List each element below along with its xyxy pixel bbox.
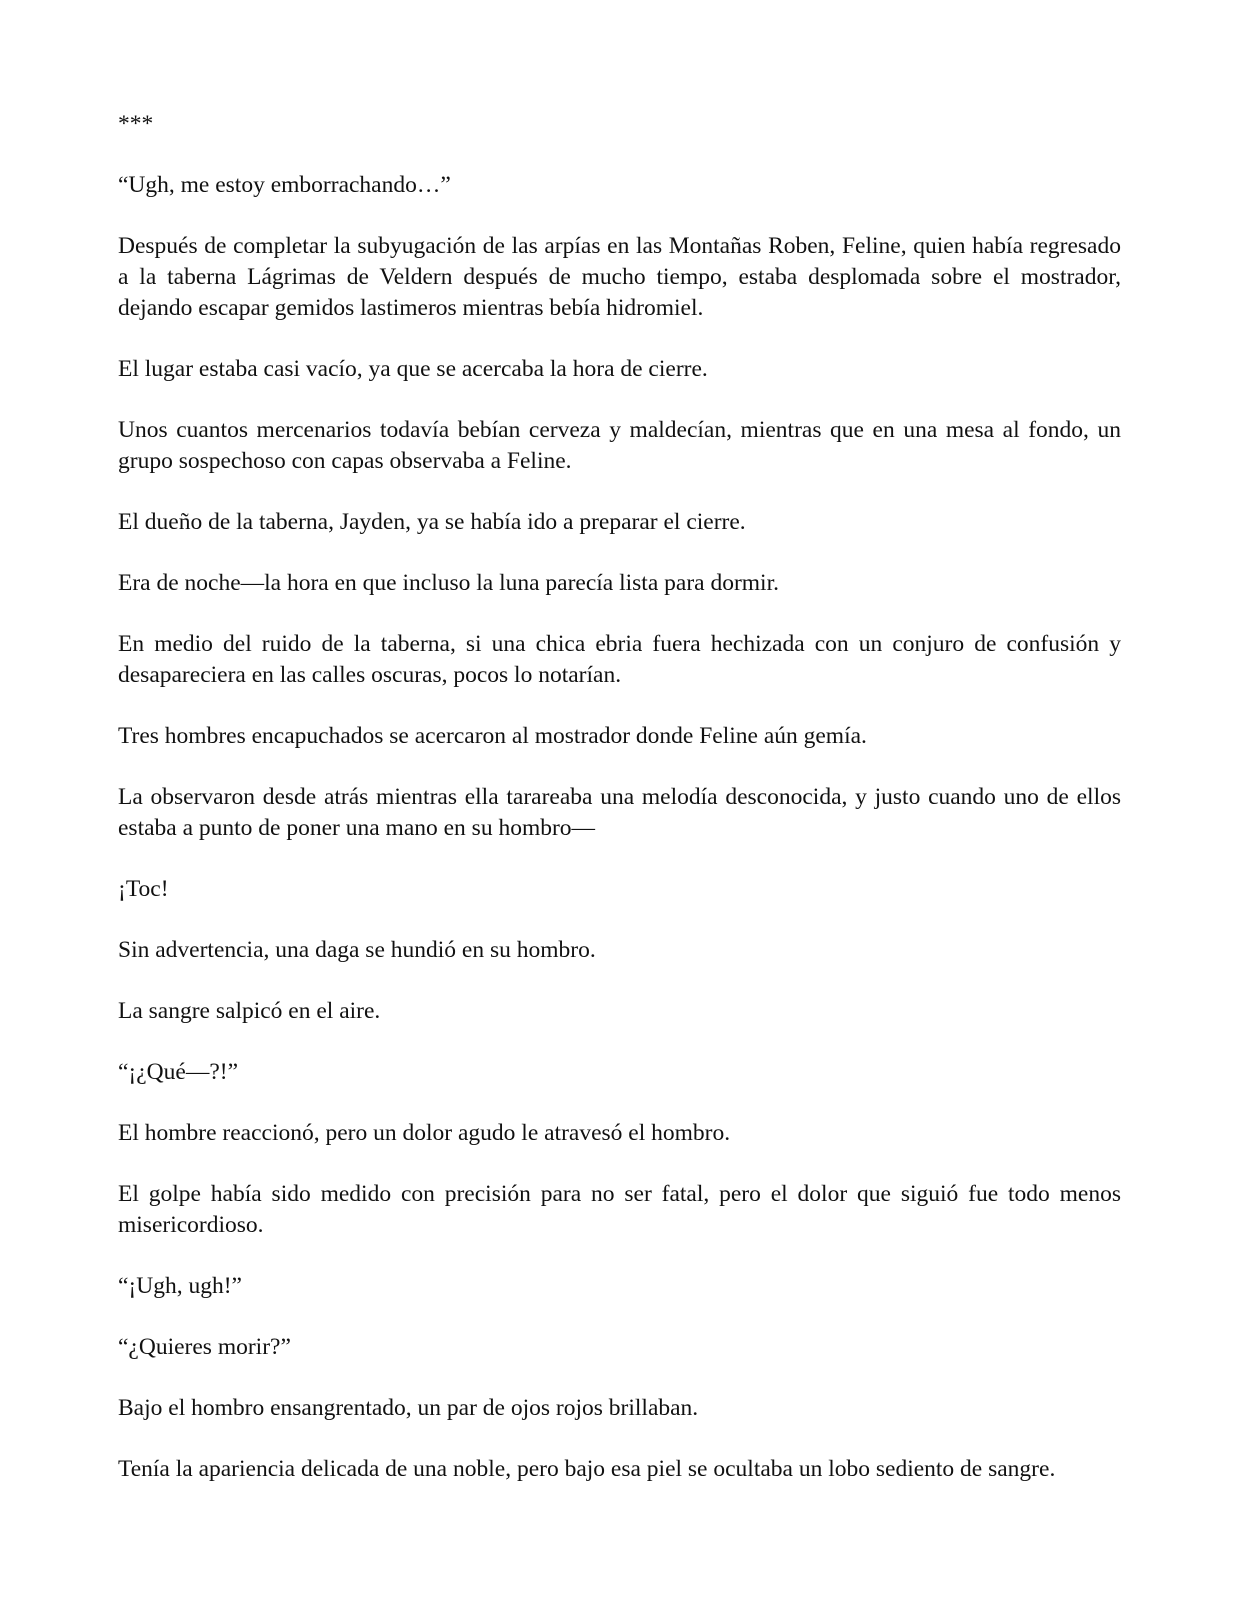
paragraph: El lugar estaba casi vacío, ya que se acercaba la hora de cierre.	[118, 356, 708, 382]
paragraph: El hombre reaccionó, pero un dolor agudo le atravesó el hombro.	[118, 1120, 731, 1146]
paragraph: El dueño de la taberna, Jayden, ya se había ido a preparar el cierre.	[118, 509, 746, 535]
paragraph: ¡Toc!	[118, 876, 169, 902]
paragraph: Era de noche—la hora en que incluso la luna parecía lista para dormir.	[118, 570, 779, 596]
paragraph: La observaron desde atrás mientras ella tarareaba una melodía desconocida, y justo cuando uno de ellos estaba a punto de poner una mano en su hombro—	[118, 784, 1121, 841]
paragraph: Sin advertencia, una daga se hundió en su hombro.	[118, 937, 596, 963]
scene-break: ***	[118, 111, 154, 137]
paragraph: Tres hombres encapuchados se acercaron al mostrador donde Feline aún gemía.	[118, 723, 867, 749]
paragraph: La sangre salpicó en el aire.	[118, 998, 381, 1024]
text-column	[118, 109, 1121, 1515]
paragraph: En medio del ruido de la taberna, si una chica ebria fuera hechizada con un conjuro de confusión y desapareciera en las calles oscuras, pocos lo notarían.	[118, 631, 1121, 688]
paragraph: “¿Quieres morir?”	[118, 1334, 291, 1360]
paragraph: “Ugh, me estoy emborrachando…”	[118, 172, 451, 198]
paragraph: Tenía la apariencia delicada de una noble, pero bajo esa piel se ocultaba un lobo sediento de sangre.	[118, 1456, 1056, 1482]
paragraph: “¡¿Qué—?!”	[118, 1059, 239, 1085]
paragraph: “¡Ugh, ugh!”	[118, 1273, 242, 1299]
paragraph: El golpe había sido medido con precisión para no ser fatal, pero el dolor que siguió fue todo menos misericordioso.	[118, 1181, 1121, 1238]
paragraph: Unos cuantos mercenarios todavía bebían cerveza y maldecían, mientras que en una mesa al fondo, un grupo sospechoso con capas observaba a Feline.	[118, 417, 1121, 474]
paragraph: Después de completar la subyugación de las arpías en las Montañas Roben, Feline, quien había regresado a la taberna Lágrimas de Veldern después de mucho tiempo, estaba desplomada sobre el mostrador, dejando escapar gemidos lastimeros mientras bebía hidromiel.	[118, 233, 1121, 321]
paragraph: Bajo el hombro ensangrentado, un par de ojos rojos brillaban.	[118, 1395, 699, 1421]
